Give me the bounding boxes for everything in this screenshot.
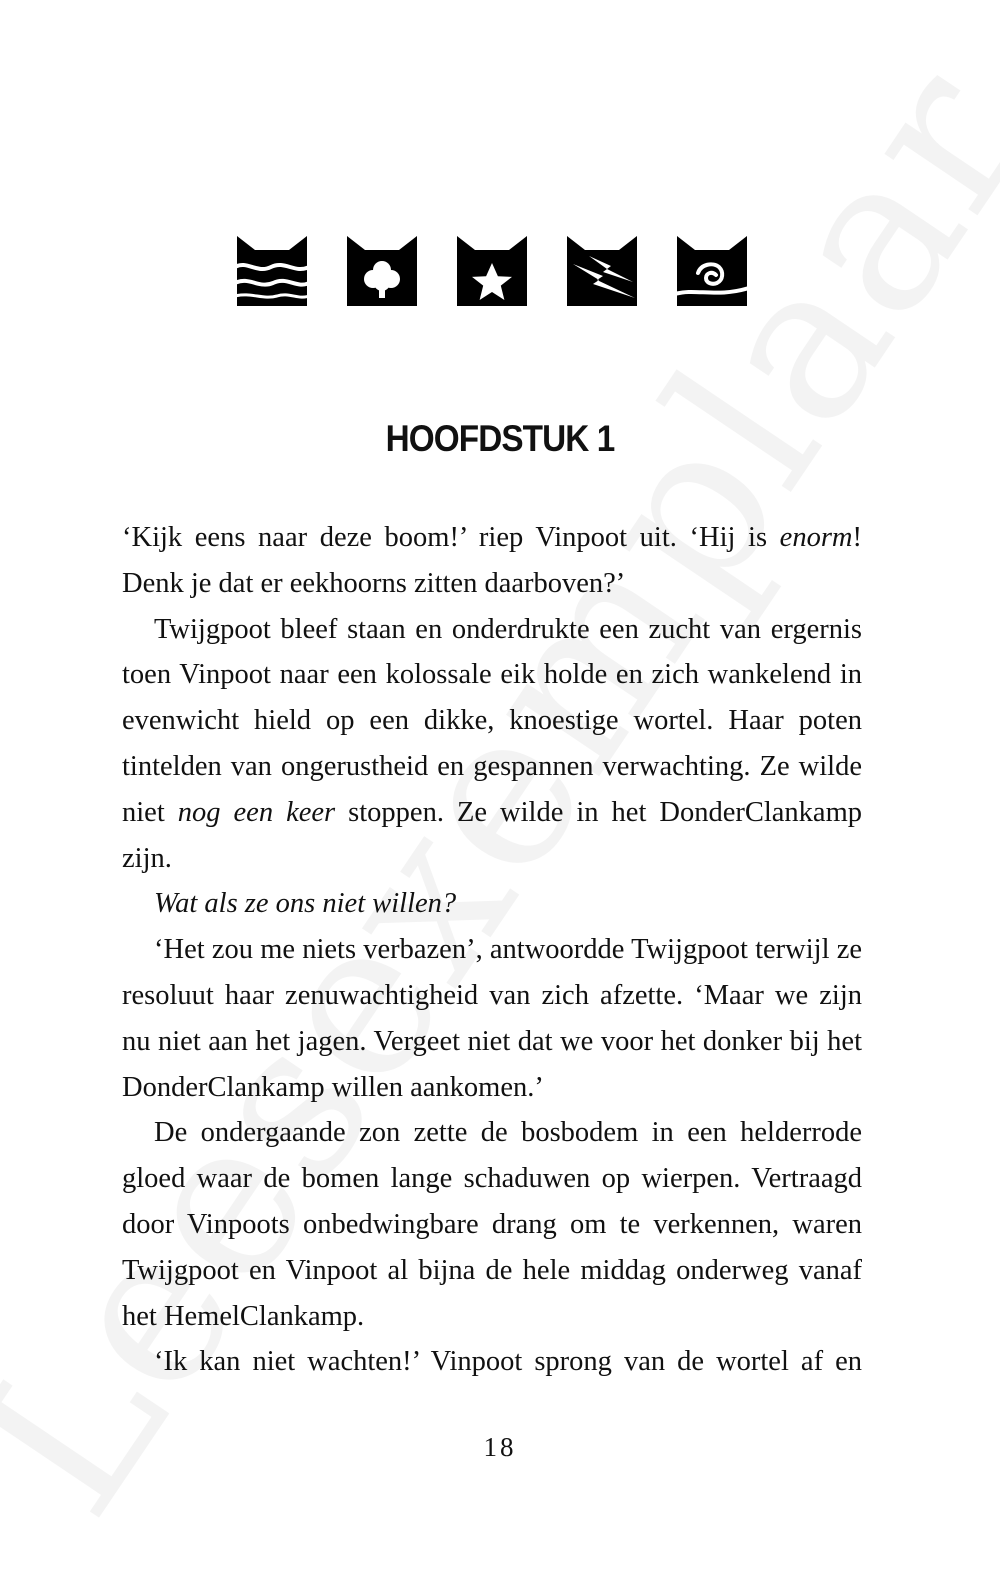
paragraph-6: ‘Ik kan niet wachten!’ Vinpoot sprong van de wortel af en: [154, 1346, 862, 1378]
paragraph-2-text-end: stoppen. Ze wilde in het DonderClankamp zijn.: [122, 796, 862, 874]
paragraph-1-text: ‘Kijk eens naar deze boom!’ riep Vinpoot uit. ‘Hij is: [122, 522, 780, 553]
shadow-clan-swirl-icon: [677, 236, 747, 306]
paragraph-3-text: Wat als ze ons niet willen?: [154, 888, 457, 920]
paragraph-4: ‘Het zou me niets verbazen’, antwoordde Twijgpoot terwijl ze resoluut haar zenuwachtigheid van zich afzette. ‘Maar we zijn nu niet aan het jagen. Vergeet niet dat we voor het donker bij het DonderClankamp willen aankomen.’: [122, 934, 862, 1103]
paragraph-2-text: Twijgpoot bleef staan en onderdrukte een zucht van ergernis toen Vinpoot naar een kolossale eik holde en zich wankelend in evenwicht hield op een dikke, knoestige wortel. Haar poten tintelden van ongerustheid en gespannen verwachting. Ze wilde niet: [122, 613, 862, 828]
chapter-body: [122, 515, 862, 1385]
chapter-title: HOOFDSTUK 1: [385, 418, 615, 459]
clan-emblems: [237, 236, 747, 308]
paragraph-2-emphasis: nog een keer: [177, 796, 336, 828]
river-clan-waves-icon: [237, 236, 307, 306]
paragraph-2: [122, 607, 862, 882]
paragraph-1-emphasis: enorm: [779, 522, 853, 553]
paragraph-5: De ondergaande zon zette de bosbodem in een helderrode gloed waar de bomen lange schaduwen op wierpen. Vertraagd door Vinpoots onbedwingbare drang om te verkennen, waren Twijgpoot en Vinpoot al bijna de hele middag onderweg vanaf het HemelClankamp.: [122, 1117, 862, 1332]
wind-clan-lightning-icon: [567, 236, 637, 306]
thunder-clan-tree-icon: [347, 236, 417, 306]
paragraph-1-text-end: ! Denk je dat er eekhoorns zitten daarboven?’: [122, 522, 862, 599]
paragraph-3-thought: [122, 881, 862, 927]
paragraph-1: [122, 515, 862, 607]
star-clan-star-icon: [457, 236, 527, 306]
page-number: 18: [483, 1432, 517, 1462]
